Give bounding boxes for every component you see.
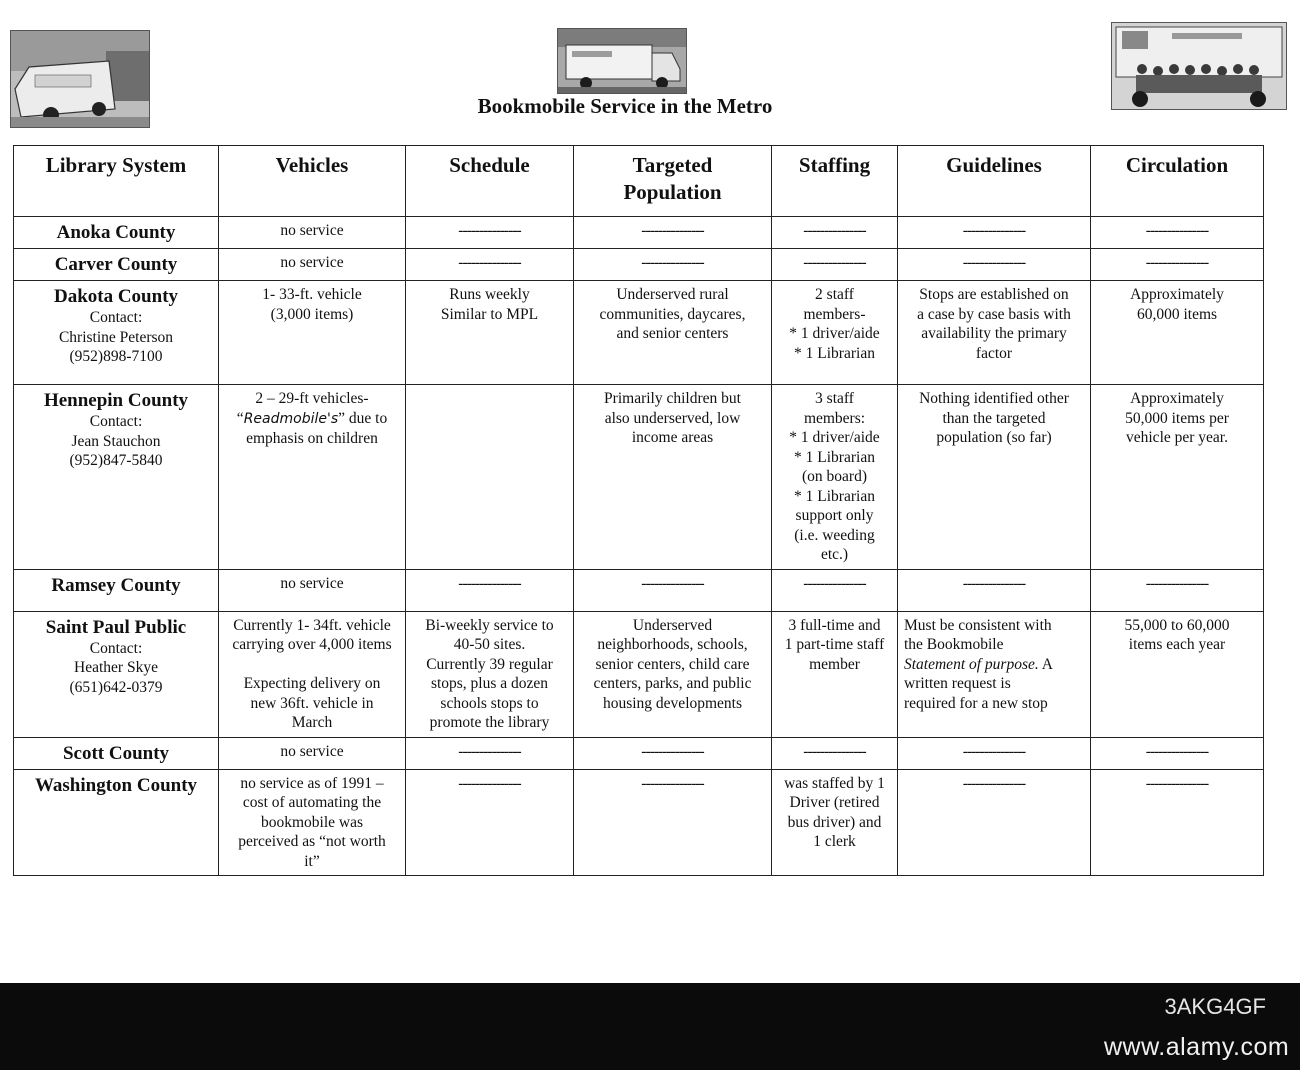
library-cell: Saint Paul Public Contact: Heather Skye (651)642-0379 <box>14 611 219 737</box>
circulation-cell: --------------- <box>1091 569 1264 611</box>
guidelines-cell: --------------- <box>898 217 1091 249</box>
guidelines-cell: --------------- <box>898 569 1091 611</box>
header-circulation: Circulation <box>1091 146 1264 217</box>
table-row <box>14 569 1264 611</box>
staffing-cell: --------------- <box>772 737 898 769</box>
library-cell: Scott County <box>14 737 219 769</box>
guidelines-cell: --------------- <box>898 737 1091 769</box>
staffing-cell: --------------- <box>772 569 898 611</box>
vehicles-cell: no service <box>219 737 406 769</box>
schedule-cell: --------------- <box>406 217 574 249</box>
staffing-cell: --------------- <box>772 249 898 281</box>
staffing-cell: --------------- <box>772 217 898 249</box>
table-row <box>14 737 1264 769</box>
staffing-cell: 2 staff members- * 1 driver/aide * 1 Librarian <box>772 281 898 385</box>
watermark-image-id: 3AKG4GF <box>1164 994 1266 1019</box>
population-cell: Underserved rural communities, daycares, and senior centers <box>574 281 772 385</box>
circulation-cell: --------------- <box>1091 249 1264 281</box>
schedule-cell: Runs weekly Similar to MPL <box>406 281 574 385</box>
vehicles-cell: 1- 33-ft. vehicle (3,000 items) <box>219 281 406 385</box>
staffing-cell: was staffed by 1 Driver (retired bus driver) and 1 clerk <box>772 769 898 876</box>
population-cell: --------------- <box>574 569 772 611</box>
guidelines-cell: Must be consistent with the Bookmobile Statement of purpose. A written request is required for a new stop <box>898 611 1091 737</box>
population-cell: --------------- <box>574 769 772 876</box>
circulation-cell: Approximately 60,000 items <box>1091 281 1264 385</box>
watermark-site: www.alamy.com <box>1104 1033 1290 1061</box>
table-row <box>14 281 1264 385</box>
circulation-cell: Approximately 50,000 items per vehicle per year. <box>1091 385 1264 570</box>
header-library-system: Library System <box>14 146 219 217</box>
bookmobile-photo-center <box>557 28 687 94</box>
guidelines-cell: --------------- <box>898 249 1091 281</box>
bookmobile-table <box>13 145 1264 876</box>
schedule-cell: Bi-weekly service to 40-50 sites. Currently 39 regular stops, plus a dozen schools stops to promote the library <box>406 611 574 737</box>
table-row <box>14 385 1264 570</box>
guidelines-cell: Stops are established on a case by case basis with availability the primary factor <box>898 281 1091 385</box>
header-schedule: Schedule <box>406 146 574 217</box>
staffing-cell: 3 staff members: * 1 driver/aide * 1 Librarian (on board) * 1 Librarian support only (i.e. weeding etc.) <box>772 385 898 570</box>
header-vehicles: Vehicles <box>219 146 406 217</box>
schedule-cell: --------------- <box>406 249 574 281</box>
circulation-cell: --------------- <box>1091 737 1264 769</box>
population-cell: --------------- <box>574 217 772 249</box>
library-cell: Carver County <box>14 249 219 281</box>
table-row <box>14 611 1264 737</box>
library-cell: Dakota County Contact: Christine Peterson (952)898-7100 <box>14 281 219 385</box>
library-cell: Anoka County <box>14 217 219 249</box>
circulation-cell: 55,000 to 60,000 items each year <box>1091 611 1264 737</box>
table-row <box>14 249 1264 281</box>
table-header-row <box>14 146 1264 217</box>
table-row <box>14 769 1264 876</box>
library-cell: Hennepin County Contact: Jean Stauchon (952)847-5840 <box>14 385 219 570</box>
population-cell: --------------- <box>574 249 772 281</box>
population-cell: Primarily children but also underserved, low income areas <box>574 385 772 570</box>
vehicles-cell: no service <box>219 217 406 249</box>
header-guidelines: Guidelines <box>898 146 1091 217</box>
circulation-cell: --------------- <box>1091 217 1264 249</box>
table-row <box>14 217 1264 249</box>
vehicles-cell: no service as of 1991 – cost of automating the bookmobile was perceived as “not worth it” <box>219 769 406 876</box>
schedule-cell: --------------- <box>406 769 574 876</box>
schedule-cell <box>406 385 574 570</box>
vehicles-cell: no service <box>219 569 406 611</box>
schedule-cell: --------------- <box>406 737 574 769</box>
population-cell: --------------- <box>574 737 772 769</box>
guidelines-cell: --------------- <box>898 769 1091 876</box>
header-staffing: Staffing <box>772 146 898 217</box>
population-cell: Underserved neighborhoods, schools, senior centers, child care centers, parks, and public housing developments <box>574 611 772 737</box>
library-cell: Washington County <box>14 769 219 876</box>
staffing-cell: 3 full-time and 1 part-time staff member <box>772 611 898 737</box>
circulation-cell: --------------- <box>1091 769 1264 876</box>
schedule-cell: --------------- <box>406 569 574 611</box>
vehicles-cell: no service <box>219 249 406 281</box>
header-targeted-population: Targeted Population <box>574 146 772 217</box>
library-cell: Ramsey County <box>14 569 219 611</box>
guidelines-cell: Nothing identified other than the targeted population (so far) <box>898 385 1091 570</box>
vehicles-cell: Currently 1- 34ft. vehicle carrying over 4,000 items Expecting delivery on new 36ft. vehicle in March <box>219 611 406 737</box>
document-title: Bookmobile Service in the Metro <box>477 94 773 118</box>
vehicles-cell: 2 – 29-ft vehicles- “Readmobile's” due to emphasis on children <box>219 385 406 570</box>
